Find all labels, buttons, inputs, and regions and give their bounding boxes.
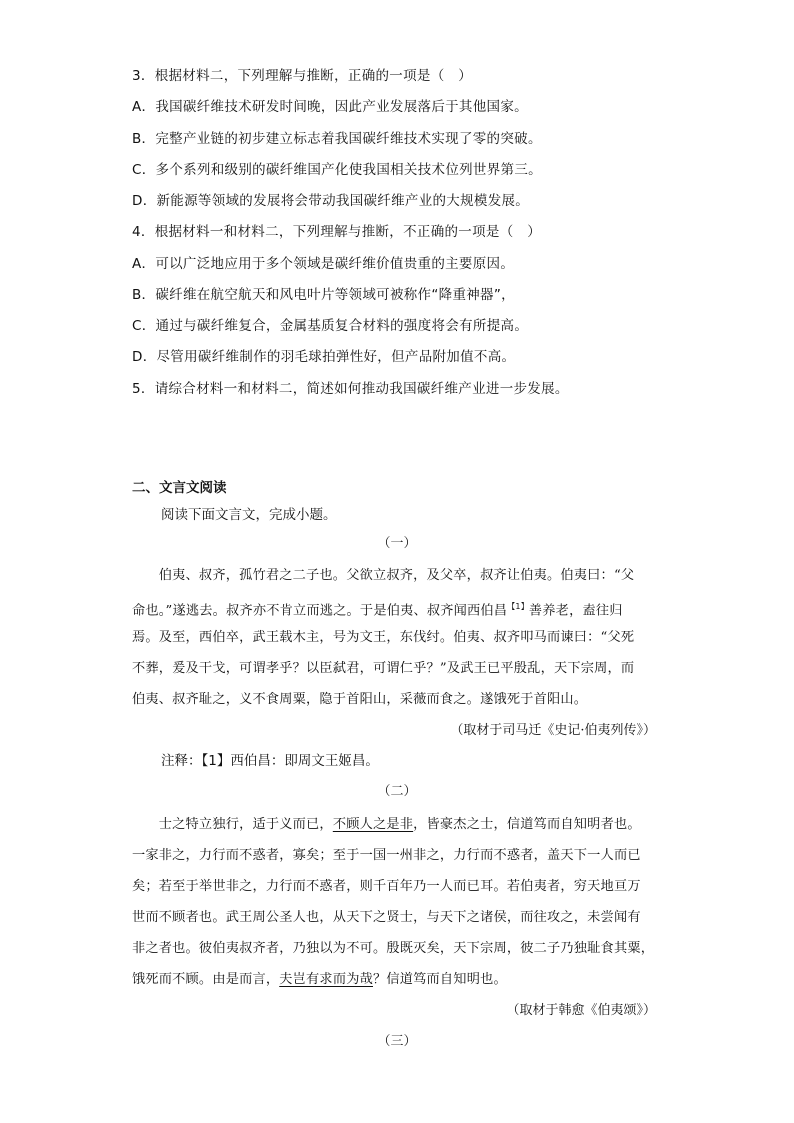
passage-2-line	[132, 971, 507, 989]
passage-2-line-text: ？信道笃而自知明也。	[372, 972, 507, 987]
passage-1-label: （一）	[377, 536, 417, 551]
section-intro: 阅读下面文言文，完成小题。	[161, 507, 337, 523]
passage-2-line-text: 士之特立独行，适于义而已，	[132, 817, 333, 832]
underlined-phrase: 不顾人之是非	[332, 817, 414, 832]
note-label: 注释：【1】	[161, 753, 231, 769]
passage-2-line: 矣；若至于举世非之，力行而不惑者，则千百年乃一人而已耳。若伯夷者，穷天地亘万	[132, 879, 641, 894]
passage-1-note	[161, 752, 379, 770]
annotation-marker: 【1】	[507, 602, 529, 611]
section-title: 二、文言文阅读	[132, 480, 227, 496]
passage-1-line-text: 命也。”遂逃去。叔齐亦不肯立而逃之。于是伯夷、叔齐闻西伯昌	[132, 603, 508, 619]
question-4-option-b: B．碳纤维在航空航天和风电叶片等领域可被称作“降重神器”，	[132, 287, 515, 303]
passage-2-line-text: ，皆豪杰之士，信道笃而自知明者也。	[413, 817, 641, 832]
question-3-option-b: B．完整产业链的初步建立标志着我国碳纤维技术实现了零的突破。	[132, 131, 542, 147]
passage-2-line	[132, 816, 641, 834]
question-4-option-c: C．通过与碳纤维复合，金属基质复合材料的强度将会有所提高。	[132, 318, 529, 334]
passage-3-label: （三）	[377, 1034, 417, 1049]
passage-1-line: 焉。及至，西伯卒，武王载木主，号为文王，东伐纣。伯夷、叔齐叩马而谏曰：“父死	[132, 630, 635, 645]
question-3: 3．根据材料二，下列理解与推断，正确的一项是（ ）	[132, 68, 473, 84]
passage-1-line-text: 善养老，盍往归	[528, 603, 623, 619]
passage-2-line: 世而不顾者也。武王周公圣人也，从天下之贤士，与天下之诸侯，而往攻之，未尝闻有	[132, 910, 641, 925]
passage-1-line: 不葬，爰及干戈，可谓孝乎？以臣弑君，可谓仁乎？”及武王已平殷乱，天下宗周，而	[132, 661, 635, 676]
passage-1-source: （取材于司马迁《史记·伯夷列传》）	[450, 723, 656, 738]
passage-1-line: 伯夷、叔齐，孤竹君之二子也。父欲立叔齐，及父卒，叔齐让伯夷。伯夷曰：“父	[132, 568, 635, 583]
question-4-option-d: D．尽管用碳纤维制作的羽毛球拍弹性好，但产品附加值不高。	[132, 349, 516, 365]
passage-2-source: （取材于韩愈《伯夷颂》）	[506, 1003, 656, 1018]
passage-1-line: 伯夷、叔齐耻之，义不食周粟，隐于首阳山，采薇而食之。遂饿死于首阳山。	[132, 692, 588, 707]
note-text: 西伯昌：即周文王姬昌。	[230, 753, 379, 769]
question-4-option-a: A．可以广泛地应用于多个领域是碳纤维价值贵重的主要原因。	[132, 256, 515, 272]
passage-2-line-text: 饿死而不顾。由是而言，	[132, 972, 280, 987]
passage-1-line	[132, 598, 623, 620]
question-4: 4．根据材料一和材料二，下列理解与推断，不正确的一项是（ ）	[132, 224, 542, 240]
passage-2-line: 一家非之，力行而不惑者，寡矣；至于一国一州非之，力行而不惑者，盖天下一人而已	[132, 848, 641, 863]
passage-2-line: 非之者也。彼伯夷叔齐者，乃独以为不可。殷既灭矣，天下宗周，彼二子乃独耻食其粟，	[132, 941, 655, 956]
question-5: 5．请综合材料一和材料二，简述如何推动我国碳纤维产业进一步发展。	[132, 381, 569, 397]
question-3-option-a: A．我国碳纤维技术研发时间晚，因此产业发展落后于其他国家。	[132, 99, 528, 115]
passage-2-label: （二）	[377, 784, 417, 799]
underlined-phrase: 夫岂有求而为哉	[279, 972, 373, 987]
question-3-option-c: C．多个系列和级别的碳纤维国产化使我国相关技术位列世界第三。	[132, 162, 542, 178]
question-3-option-d: D．新能源等领域的发展将会带动我国碳纤维产业的大规模发展。	[132, 193, 530, 209]
